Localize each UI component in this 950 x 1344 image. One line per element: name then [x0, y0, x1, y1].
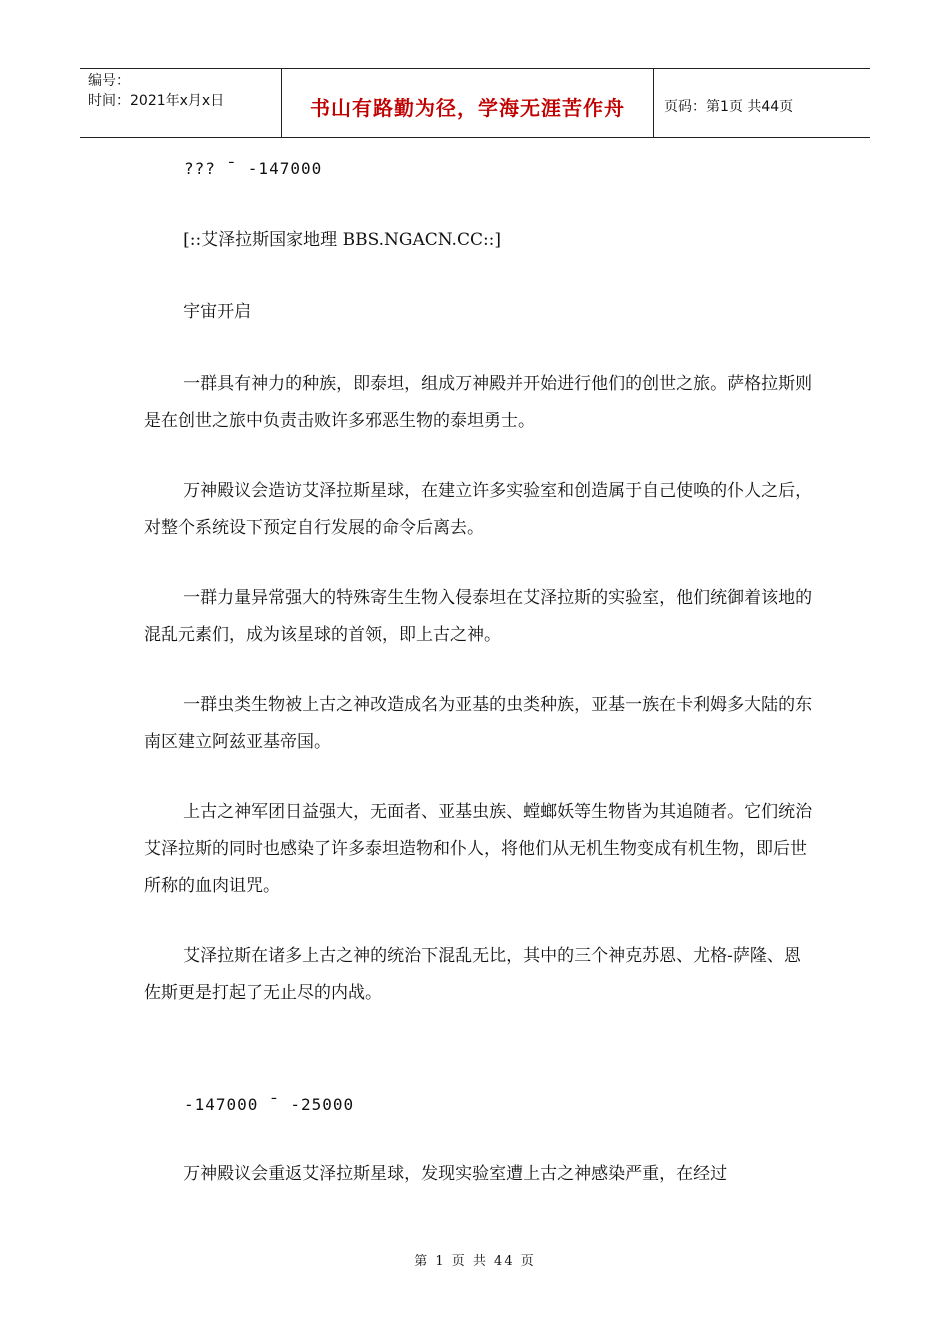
header-motto-cell	[282, 69, 654, 137]
paragraph: 一群具有神力的种族，即泰坦，组成万神殿并开始进行他们的创世之旅。萨格拉斯则是在创世之旅中负责击败许多邪恶生物的泰坦勇士。	[144, 374, 813, 431]
timeline-range: ??? ¯ -147000	[184, 159, 323, 178]
header-page-info: 页码：第1页 共44页	[664, 99, 794, 115]
paragraph: 一群力量异常强大的特殊寄生生物入侵泰坦在艾泽拉斯的实验室，他们统御着该地的混乱元素们，成为该星球的首领，即上古之神。	[144, 588, 813, 645]
page-footer: 第 1 页 共 44 页	[414, 1254, 536, 1269]
document-date: 时间：2021年x月x日	[88, 93, 225, 109]
source-line: [::艾泽拉斯国家地理 BBS.NGACN.CC::]	[183, 230, 502, 250]
header-motto: 书山有路勤为径，学海无涯苦作舟	[310, 95, 625, 120]
paragraph: 万神殿议会重返艾泽拉斯星球，发现实验室遭上古之神感染严重，在经过	[183, 1164, 728, 1184]
page-header	[80, 68, 870, 138]
paragraph: 上古之神军团日益强大，无面者、亚基虫族、螳螂妖等生物皆为其追随者。它们统治艾泽拉斯的同时也感染了许多泰坦造物和仆人，将他们从无机生物变成有机生物，即后世所称的血肉诅咒。	[144, 802, 813, 896]
paragraph: 艾泽拉斯在诸多上古之神的统治下混乱无比，其中的三个神克苏恩、尤格-萨隆、恩佐斯更是打起了无止尽的内战。	[144, 946, 801, 1003]
section-title: 宇宙开启	[183, 302, 252, 322]
header-meta	[80, 69, 282, 137]
paragraph: 万神殿议会造访艾泽拉斯星球，在建立许多实验室和创造属于自己使唤的仆人之后，对整个系统设下预定自行发展的命令后离去。	[144, 481, 813, 538]
document-body	[144, 150, 814, 1193]
paragraph: 一群虫类生物被上古之神改造成名为亚基的虫类种族，亚基一族在卡利姆多大陆的东南区建立阿兹亚基帝国。	[144, 695, 813, 752]
document-number: 编号：	[88, 73, 130, 89]
timeline-range: -147000 ¯ -25000	[184, 1095, 355, 1114]
